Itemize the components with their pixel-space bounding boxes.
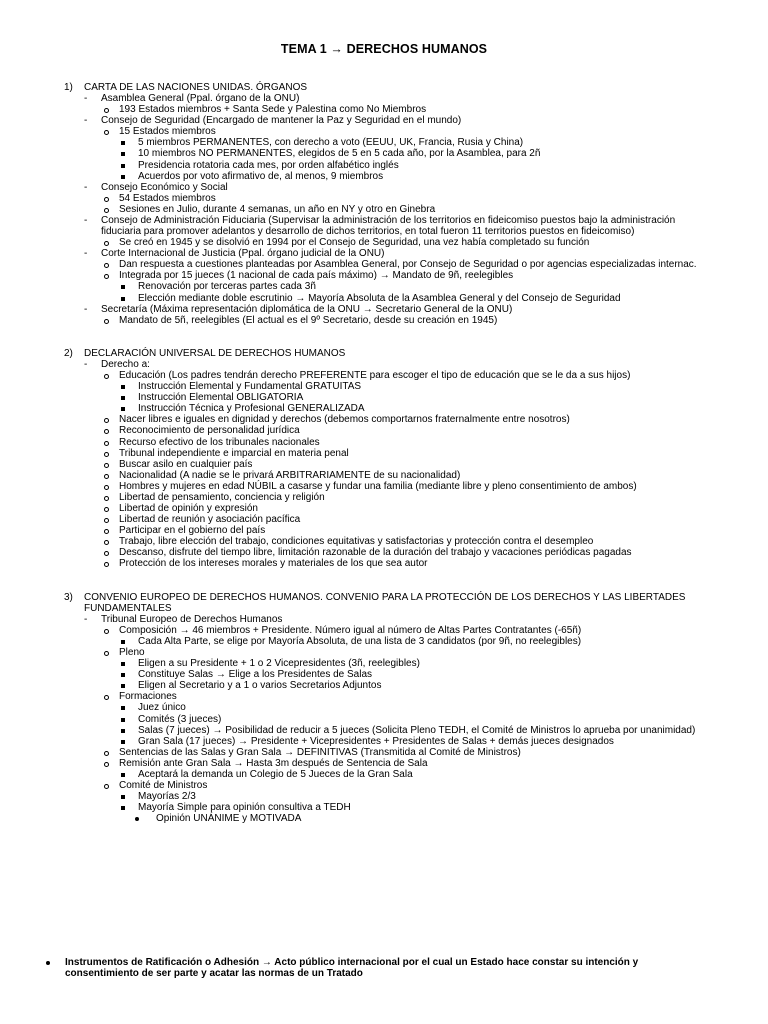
- square-bullet-icon: [121, 795, 125, 799]
- outline-line-level-3: Gran Sala (17 jueces) → Presidente + Vicepresidentes + Presidentes de Salas + demás jueces designados: [138, 735, 614, 747]
- circle-bullet-icon: [104, 518, 109, 523]
- square-bullet-icon: [121, 729, 125, 733]
- outline-line-level-2: Libertad de reunión y asociación pacífica: [119, 514, 301, 526]
- circle-bullet-icon: [104, 751, 109, 756]
- section-number: 1): [64, 82, 73, 93]
- circle-bullet-icon: [104, 263, 109, 268]
- circle-bullet-icon: [104, 529, 109, 534]
- outline-line-level-2: Sesiones en Julio, durante 4 semanas, un año en NY y otro en Ginebra: [119, 203, 436, 215]
- circle-bullet-icon: [104, 551, 109, 556]
- circle-bullet-icon: [104, 485, 109, 490]
- outline-line-level-3: Aceptará la demanda un Colegio de 5 Jueces de la Gran Sala: [138, 768, 413, 780]
- dash-bullet: -: [84, 248, 88, 260]
- outline-line-level-0: DECLARACIÓN UNIVERSAL DE DERECHOS HUMANOS: [84, 347, 346, 359]
- circle-bullet-icon: [104, 429, 109, 434]
- outline-line-level-3: Instrucción Elemental y Fundamental GRATUITAS: [138, 381, 362, 393]
- outline-line-level-2: Tribunal independiente e imparcial en materia penal: [119, 447, 349, 459]
- outline-line-level-2: Nacer libres e iguales en dignidad y derechos (debemos comportarnos fraternalmente entre nosotros): [119, 414, 570, 426]
- circle-bullet-icon: [104, 418, 109, 423]
- footer-line: Instrumentos de Ratificación o Adhesión → Acto público internacional por el cual un Estado hace constar su intención y: [65, 957, 639, 968]
- circle-bullet-icon: [104, 629, 109, 634]
- outline-line-level-0: FUNDAMENTALES: [84, 602, 172, 614]
- square-bullet-icon: [121, 662, 125, 666]
- outline-line-level-2: Buscar asilo en cualquier país: [119, 458, 253, 470]
- outline-line-level-2: Libertad de pensamiento, conciencia y religión: [119, 491, 325, 503]
- outline-line-level-1: Consejo Económico y Social: [101, 181, 228, 193]
- outline-line-level-2: Participar en el gobierno del país: [119, 525, 266, 537]
- circle-bullet-icon: [104, 241, 109, 246]
- outline-line-level-3: Constituye Salas → Elige a los Presidentes de Salas: [138, 669, 373, 681]
- outline-line-level-2: 193 Estados miembros + Santa Sede y Palestina como No Miembros: [119, 104, 427, 116]
- circle-bullet-icon: [104, 452, 109, 457]
- circle-bullet-icon: [104, 784, 109, 789]
- circle-bullet-icon: [104, 496, 109, 501]
- dot-bullet-icon: [46, 961, 50, 965]
- square-bullet-icon: [121, 152, 125, 156]
- outline-line-level-1: Derecho a:: [101, 359, 150, 370]
- outline-line-level-2: Libertad de opinión y expresión: [119, 503, 258, 515]
- outline-line-level-2: Se creó en 1945 y se disolvió en 1994 por el Consejo de Seguridad, una vez había completado su función: [119, 237, 590, 249]
- circle-bullet-icon: [104, 441, 109, 446]
- outline-line-level-3: 5 miembros PERMANENTES, con derecho a voto (EEUU, UK, Francia, Rusia y China): [138, 137, 524, 149]
- square-bullet-icon: [121, 164, 125, 168]
- outline-line-level-2: Hombres y mujeres en edad NÚBIL a casarse y fundar una familia (mediante libre y pleno consentimiento de ambos): [119, 480, 637, 492]
- dash-bullet: -: [84, 214, 88, 226]
- circle-bullet-icon: [104, 474, 109, 479]
- section-number: 2): [64, 347, 73, 359]
- outline-line-level-3: Presidencia rotatoria cada mes, por orden alfabético inglés: [138, 159, 399, 171]
- outline-line-level-1: fiduciaria para promover adelantos y desarrollo de dichos territorios, en total fueron 11 territorios puestos en fideicomiso): [101, 226, 635, 238]
- outline-line-level-1: Consejo de Seguridad (Encargado de mantener la Paz y Seguridad en el mundo): [101, 115, 462, 127]
- outline-line-level-4: Opinión UNÁNIME y MOTIVADA: [156, 813, 302, 825]
- outline-line-level-2: Sentencias de las Salas y Gran Sala → DEFINITIVAS (Transmitida al Comité de Ministros): [119, 746, 521, 758]
- outline-line-level-0: CONVENIO EUROPEO DE DERECHOS HUMANOS. CONVENIO PARA LA PROTECCIÓN DE LOS DERECHOS Y LAS LIBERTADES: [84, 591, 686, 603]
- outline-line-level-3: 10 miembros NO PERMANENTES, elegidos de 5 en 5 cada año, por la Asamblea, para 2ñ: [138, 148, 541, 160]
- outline-line-level-2: Pleno: [119, 647, 145, 659]
- circle-bullet-icon: [104, 208, 109, 213]
- outline-line-level-0: CARTA DE LAS NACIONES UNIDAS. ÓRGANOS: [84, 82, 308, 93]
- square-bullet-icon: [121, 640, 125, 644]
- circle-bullet-icon: [104, 108, 109, 113]
- square-bullet-icon: [121, 740, 125, 744]
- dash-bullet: -: [84, 613, 88, 625]
- outline-line-level-2: Formaciones: [119, 691, 177, 703]
- outline-line-level-2: Protección de los intereses morales y materiales de los que sea autor: [119, 558, 428, 570]
- outline-line-level-3: Salas (7 jueces) → Posibilidad de reducir a 5 jueces (Solicita Pleno TEDH, el Comité de Ministros lo aprueba por unanimidad): [138, 724, 696, 736]
- outline-line-level-3: Instrucción Elemental OBLIGATORIA: [138, 392, 304, 404]
- dot-bullet-icon: [135, 817, 139, 821]
- outline-line-level-1: Consejo de Administración Fiduciaria (Supervisar la administración de los territorios en fideicomiso puestos bajo la administración: [101, 214, 676, 226]
- outline-line-level-2: Trabajo, libre elección del trabajo, condiciones equitativas y satisfactorias y protección contra el desempleo: [119, 536, 594, 548]
- outline-line-level-3: Mayorías 2/3: [138, 791, 196, 803]
- dash-bullet: -: [84, 181, 88, 193]
- outline-line-level-2: Composición → 46 miembros + Presidente. Número igual al número de Altas Partes Contratantes (-65ñ): [119, 624, 582, 636]
- square-bullet-icon: [121, 141, 125, 145]
- circle-bullet-icon: [104, 507, 109, 512]
- outline-line-level-3: Eligen al Secretario y a 1 o varios Secretarios Adjuntos: [138, 680, 382, 692]
- square-bullet-icon: [121, 706, 125, 710]
- circle-bullet-icon: [104, 562, 109, 567]
- outline-line-level-2: Mandato de 5ñ, reelegibles (El actual es el 9º Secretario, desde su creación en 1945): [119, 314, 498, 326]
- outline-line-level-2: Dan respuesta a cuestiones planteadas por Asamblea General, por Consejo de Seguridad o por agencias especializadas internac.: [119, 259, 697, 271]
- square-bullet-icon: [121, 396, 125, 400]
- square-bullet-icon: [121, 297, 125, 301]
- square-bullet-icon: [121, 806, 125, 810]
- outline-line-level-3: Elección mediante doble escrutinio → Mayoría Absoluta de la Asamblea General y del Consejo de Seguridad: [138, 292, 621, 304]
- outline-line-level-2: Reconocimiento de personalidad jurídica: [119, 425, 300, 437]
- dash-bullet: -: [84, 303, 88, 315]
- outline-line-level-3: Cada Alta Parte, se elige por Mayoría Absoluta, de una lista de 3 candidatos (por 9ñ, no reelegibles): [138, 636, 582, 647]
- square-bullet-icon: [121, 385, 125, 389]
- square-bullet-icon: [121, 773, 125, 777]
- circle-bullet-icon: [104, 197, 109, 202]
- outline-line-level-2: Remisión ante Gran Sala → Hasta 3m después de Sentencia de Sala: [119, 757, 428, 769]
- outline-line-level-2: Recurso efectivo de los tribunales nacionales: [119, 436, 320, 448]
- circle-bullet-icon: [104, 762, 109, 767]
- dash-bullet: -: [84, 359, 88, 370]
- square-bullet-icon: [121, 407, 125, 411]
- outline-line-level-3: Juez único: [138, 702, 186, 714]
- circle-bullet-icon: [104, 463, 109, 468]
- circle-bullet-icon: [104, 374, 109, 379]
- dash-bullet: -: [84, 115, 88, 127]
- circle-bullet-icon: [104, 695, 109, 700]
- outline-line-level-2: Comité de Ministros: [119, 780, 208, 792]
- outline-line-level-2: Educación (Los padres tendrán derecho PREFERENTE para escoger el tipo de educación que se le da a sus hijos): [119, 370, 631, 382]
- outline-line-level-3: Renovación por terceras partes cada 3ñ: [138, 281, 316, 293]
- outline-line-level-2: Descanso, disfrute del tiempo libre, limitación razonable de la duración del trabajo y vacaciones periódicas pagadas: [119, 547, 632, 559]
- outline-line-level-2: 54 Estados miembros: [119, 192, 216, 204]
- outline-line-level-3: Eligen a su Presidente + 1 o 2 Vicepresidentes (3ñ, reelegibles): [138, 658, 420, 670]
- square-bullet-icon: [121, 175, 125, 179]
- outline-line-level-1: Tribunal Europeo de Derechos Humanos: [101, 613, 283, 625]
- outline-line-level-3: Acuerdos por voto afirmativo de, al menos, 9 miembros: [138, 170, 384, 182]
- outline-line-level-1: Corte Internacional de Justicia (Ppal. órgano judicial de la ONU): [101, 248, 385, 260]
- circle-bullet-icon: [104, 130, 109, 135]
- outline-line-level-3: Mayoría Simple para opinión consultiva a TEDH: [138, 802, 351, 814]
- circle-bullet-icon: [104, 651, 109, 656]
- outline-line-level-1: Secretaría (Máxima representación diplomática de la ONU → Secretario General de la ONU): [101, 303, 513, 315]
- footer-line: consentimiento de ser parte y acatar las normas de un Tratado: [65, 968, 363, 979]
- circle-bullet-icon: [104, 319, 109, 324]
- circle-bullet-icon: [104, 540, 109, 545]
- dash-bullet: -: [84, 93, 88, 105]
- outline-line-level-1: Asamblea General (Ppal. órgano de la ONU): [101, 93, 300, 105]
- outline-line-level-3: Comités (3 jueces): [138, 713, 222, 725]
- outline-line-level-3: Instrucción Técnica y Profesional GENERALIZADA: [138, 403, 365, 415]
- outline-line-level-2: Integrada por 15 jueces (1 nacional de cada país máximo) → Mandato de 9ñ, reelegibles: [119, 270, 514, 282]
- outline-line-level-2: Nacionalidad (A nadie se le privará ARBITRARIAMENTE de su nacionalidad): [119, 469, 461, 481]
- outline-line-level-2: 15 Estados miembros: [119, 126, 216, 138]
- page-title: TEMA 1 → DERECHOS HUMANOS: [280, 42, 488, 56]
- square-bullet-icon: [121, 684, 125, 688]
- circle-bullet-icon: [104, 274, 109, 279]
- square-bullet-icon: [121, 718, 125, 722]
- square-bullet-icon: [121, 673, 125, 677]
- section-number: 3): [64, 591, 73, 603]
- square-bullet-icon: [121, 285, 125, 289]
